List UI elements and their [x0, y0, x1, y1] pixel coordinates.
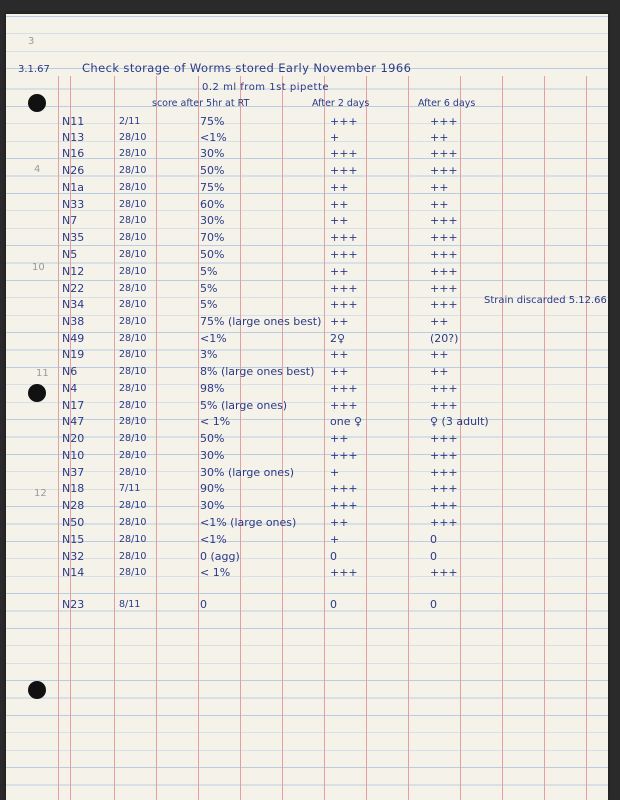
binder-hole: [28, 384, 46, 402]
date-cell: 28/10: [119, 299, 147, 310]
date-cell: 28/10: [119, 500, 147, 511]
strain-cell: N35: [62, 231, 85, 244]
date-cell: 28/10: [119, 232, 147, 243]
strain-cell: N18: [62, 482, 85, 495]
score-cell: 98%: [200, 382, 225, 395]
score-cell: 50%: [200, 432, 225, 445]
strain-cell: N11: [62, 115, 85, 128]
date-cell: 28/10: [119, 433, 147, 444]
after-6-days-cell: 0: [430, 533, 437, 546]
strain-cell: N17: [62, 399, 85, 412]
strain-cell: N49: [62, 332, 85, 345]
strain-cell: N19: [62, 348, 85, 361]
strain-cell: N12: [62, 265, 85, 278]
date-cell: 8/11: [119, 599, 141, 610]
strain-cell: N14: [62, 566, 85, 579]
score-cell: 90%: [200, 482, 225, 495]
after-6-days-cell: ++: [430, 365, 449, 378]
date-cell: 28/10: [119, 148, 147, 159]
date-cell: 28/10: [119, 534, 147, 545]
date-cell: 28/10: [119, 249, 147, 260]
date-cell: 28/10: [119, 366, 147, 377]
after-2-days-cell: ++: [330, 214, 349, 227]
column-header-after-6-days: After 6 days: [418, 98, 476, 109]
after-6-days-cell: +++: [430, 466, 458, 479]
after-2-days-cell: +++: [330, 282, 358, 295]
strain-cell: N1a: [62, 181, 84, 194]
date-cell: 28/10: [119, 567, 147, 578]
score-cell: 75% (large ones best): [200, 315, 322, 328]
strain-cell: N37: [62, 466, 85, 479]
red-rule: [544, 76, 545, 800]
after-6-days-cell: 0: [430, 598, 437, 611]
after-6-days-cell: 0: [430, 550, 437, 563]
after-2-days-cell: ++: [330, 315, 349, 328]
after-2-days-cell: +: [330, 466, 340, 479]
margin-number: 10: [32, 262, 45, 273]
strain-cell: N16: [62, 147, 85, 160]
date-cell: 28/10: [119, 215, 147, 226]
entry-date: 3.1.67: [18, 64, 50, 75]
after-2-days-cell: +++: [330, 482, 358, 495]
after-6-days-cell: +++: [430, 164, 458, 177]
strain-cell: N34: [62, 298, 85, 311]
strain-cell: N50: [62, 516, 85, 529]
after-2-days-cell: +: [330, 131, 340, 144]
after-6-days-cell: +++: [430, 482, 458, 495]
red-rule: [408, 76, 409, 800]
score-cell: 75%: [200, 181, 225, 194]
date-cell: 28/10: [119, 283, 147, 294]
date-cell: 28/10: [119, 551, 147, 562]
page-title: Check storage of Worms stored Early November 1966: [82, 61, 412, 75]
score-cell: 50%: [200, 248, 225, 261]
after-2-days-cell: ++: [330, 348, 349, 361]
date-cell: 28/10: [119, 450, 147, 461]
after-6-days-cell: +++: [430, 516, 458, 529]
score-cell: 75%: [200, 115, 225, 128]
red-rule: [460, 76, 461, 800]
column-header-score: score after 5hr at RT: [152, 98, 250, 109]
strain-cell: N32: [62, 550, 85, 563]
score-cell: 5%: [200, 265, 218, 278]
after-6-days-cell: ++: [430, 131, 449, 144]
score-cell: 30%: [200, 499, 225, 512]
date-cell: 28/10: [119, 199, 147, 210]
score-cell: 70%: [200, 231, 225, 244]
strain-cell: N6: [62, 365, 78, 378]
score-cell: 60%: [200, 198, 225, 211]
after-2-days-cell: 0: [330, 598, 337, 611]
after-6-days-cell: +++: [430, 499, 458, 512]
date-cell: 28/10: [119, 132, 147, 143]
score-cell: 5% (large ones): [200, 399, 288, 412]
strain-cell: N15: [62, 533, 85, 546]
date-cell: 28/10: [119, 416, 147, 427]
margin-number: 4: [34, 164, 41, 175]
strain-cell: N33: [62, 198, 85, 211]
after-6-days-cell: ++: [430, 181, 449, 194]
column-header-after-2-days: After 2 days: [312, 98, 370, 109]
after-6-days-cell: +++: [430, 399, 458, 412]
after-2-days-cell: ++: [330, 181, 349, 194]
margin-number: 12: [34, 488, 47, 499]
after-2-days-cell: ++: [330, 365, 349, 378]
strain-cell: N28: [62, 499, 85, 512]
after-6-days-cell: ♀ (3 adult): [430, 415, 489, 428]
score-cell: 30%: [200, 449, 225, 462]
after-2-days-cell: ++: [330, 198, 349, 211]
date-cell: 28/10: [119, 316, 147, 327]
score-cell: 0 (agg): [200, 550, 240, 563]
strain-cell: N26: [62, 164, 85, 177]
after-2-days-cell: +++: [330, 147, 358, 160]
date-cell: 28/10: [119, 182, 147, 193]
notebook-page: [6, 14, 608, 800]
score-cell: 5%: [200, 298, 218, 311]
after-2-days-cell: +++: [330, 231, 358, 244]
page-number: 3: [28, 36, 35, 47]
after-2-days-cell: +: [330, 533, 340, 546]
after-6-days-cell: +++: [430, 282, 458, 295]
after-2-days-cell: +++: [330, 449, 358, 462]
score-cell: 3%: [200, 348, 218, 361]
after-6-days-cell: ++: [430, 198, 449, 211]
score-cell: 50%: [200, 164, 225, 177]
after-6-days-cell: +++: [430, 248, 458, 261]
red-rule: [114, 76, 115, 800]
after-6-days-cell: ++: [430, 315, 449, 328]
strain-cell: N23: [62, 598, 85, 611]
after-2-days-cell: +++: [330, 115, 358, 128]
date-cell: 28/10: [119, 349, 147, 360]
date-cell: 28/10: [119, 383, 147, 394]
date-cell: 28/10: [119, 333, 147, 344]
date-cell: 28/10: [119, 400, 147, 411]
after-6-days-cell: +++: [430, 147, 458, 160]
red-rule: [502, 76, 503, 800]
subnote: 0.2 ml from 1st pipette: [202, 82, 330, 93]
after-2-days-cell: 2♀: [330, 332, 346, 345]
strain-cell: N22: [62, 282, 85, 295]
strain-cell: N47: [62, 415, 85, 428]
after-6-days-cell: (20?): [430, 332, 459, 345]
after-6-days-cell: +++: [430, 231, 458, 244]
strain-cell: N38: [62, 315, 85, 328]
after-2-days-cell: +++: [330, 248, 358, 261]
strain-cell: N13: [62, 131, 85, 144]
after-2-days-cell: +++: [330, 298, 358, 311]
red-rule: [58, 76, 59, 800]
strain-cell: N5: [62, 248, 78, 261]
score-cell: <1%: [200, 332, 227, 345]
after-6-days-cell: ++: [430, 348, 449, 361]
date-cell: 28/10: [119, 165, 147, 176]
red-rule: [324, 76, 325, 800]
side-note: Strain discarded 5.12.66: [484, 295, 607, 306]
score-cell: < 1%: [200, 566, 231, 579]
after-2-days-cell: one ♀: [330, 415, 363, 428]
red-rule: [156, 76, 157, 800]
margin-number: 11: [36, 368, 49, 379]
date-cell: 28/10: [119, 517, 147, 528]
after-6-days-cell: +++: [430, 449, 458, 462]
score-cell: 8% (large ones best): [200, 365, 315, 378]
score-cell: 5%: [200, 282, 218, 295]
date-cell: 7/11: [119, 483, 141, 494]
after-6-days-cell: +++: [430, 298, 458, 311]
score-cell: 30% (large ones): [200, 466, 295, 479]
red-rule: [240, 76, 241, 800]
after-6-days-cell: +++: [430, 265, 458, 278]
score-cell: <1%: [200, 533, 227, 546]
binder-hole: [28, 94, 46, 112]
score-cell: 30%: [200, 147, 225, 160]
after-6-days-cell: +++: [430, 432, 458, 445]
date-cell: 28/10: [119, 467, 147, 478]
date-cell: 28/10: [119, 266, 147, 277]
after-2-days-cell: ++: [330, 432, 349, 445]
after-6-days-cell: +++: [430, 382, 458, 395]
after-2-days-cell: +++: [330, 164, 358, 177]
after-2-days-cell: +++: [330, 499, 358, 512]
binder-hole: [28, 681, 46, 699]
score-cell: <1%: [200, 131, 227, 144]
red-rule: [586, 76, 587, 800]
after-2-days-cell: +++: [330, 566, 358, 579]
after-6-days-cell: +++: [430, 214, 458, 227]
red-rule: [366, 76, 367, 800]
score-cell: <1% (large ones): [200, 516, 297, 529]
red-rule: [282, 76, 283, 800]
strain-cell: N20: [62, 432, 85, 445]
after-6-days-cell: +++: [430, 115, 458, 128]
after-6-days-cell: +++: [430, 566, 458, 579]
score-cell: 0: [200, 598, 207, 611]
after-2-days-cell: +++: [330, 399, 358, 412]
score-cell: 30%: [200, 214, 225, 227]
strain-cell: N10: [62, 449, 85, 462]
after-2-days-cell: +++: [330, 382, 358, 395]
date-cell: 2/11: [119, 116, 141, 127]
after-2-days-cell: 0: [330, 550, 337, 563]
score-cell: < 1%: [200, 415, 231, 428]
after-2-days-cell: ++: [330, 516, 349, 529]
red-rule: [198, 76, 199, 800]
strain-cell: N7: [62, 214, 78, 227]
after-2-days-cell: ++: [330, 265, 349, 278]
strain-cell: N4: [62, 382, 78, 395]
